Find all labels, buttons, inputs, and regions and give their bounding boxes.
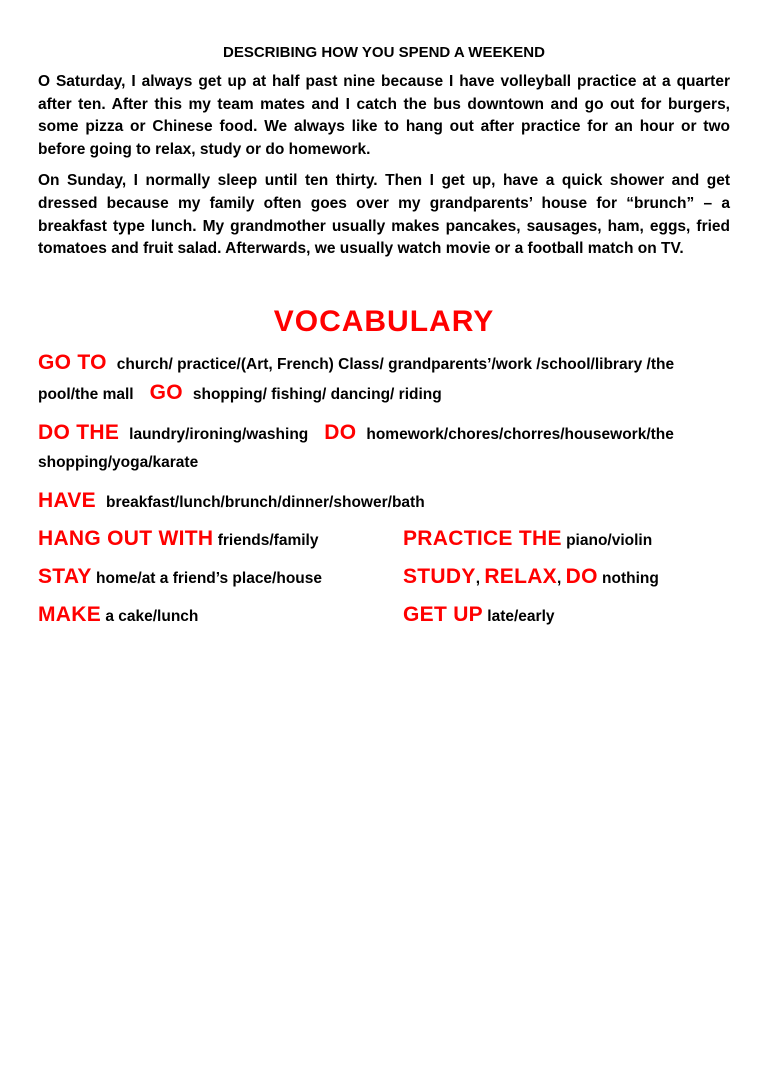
vocab-line bbox=[38, 349, 730, 379]
vocab-key-go-to: GO TO bbox=[38, 350, 107, 374]
vocab-text-nothing: nothing bbox=[602, 569, 659, 587]
vocab-text-practice-the: piano/violin bbox=[566, 531, 653, 549]
vocab-entry-go-to bbox=[38, 349, 730, 409]
paragraph-saturday: O Saturday, I always get up at half past nine because I have volleyball practice at a quarter after ten. After this my team mates and I catch the bus downtown and go out for burgers, some pizza or Chinese food. We always like to hang out after practice for an hour or two before going to relax, study or do homework. bbox=[38, 73, 730, 158]
vocab-key-hang-out-with: HANG OUT WITH bbox=[38, 526, 214, 550]
document-page bbox=[0, 43, 768, 1067]
vocab-row bbox=[38, 563, 730, 593]
vocab-entry-stay bbox=[38, 563, 403, 593]
vocab-entry-study-relax-do bbox=[403, 563, 730, 593]
vocab-key-stay: STAY bbox=[38, 564, 92, 588]
vocab-separator: , bbox=[557, 569, 562, 587]
vocab-line bbox=[38, 525, 403, 555]
vocab-text-go: shopping/ fishing/ dancing/ riding bbox=[192, 385, 442, 403]
vocab-key-do-the: DO THE bbox=[38, 420, 120, 444]
vocab-key-practice-the: PRACTICE THE bbox=[403, 526, 562, 550]
vocab-entry-get-up bbox=[403, 601, 730, 631]
vocab-key-have: HAVE bbox=[38, 488, 96, 512]
vocab-text-have: breakfast/lunch/brunch/dinner/shower/bath bbox=[106, 493, 425, 511]
vocab-key-do: DO bbox=[324, 420, 357, 444]
vocab-line bbox=[38, 487, 730, 517]
vocab-entry-practice-the bbox=[403, 525, 730, 555]
vocab-text-hang-out-with: friends/family bbox=[217, 531, 319, 549]
vocab-text-do-the: laundry/ironing/washing bbox=[129, 425, 309, 443]
document-title: DESCRIBING HOW YOU SPEND A WEEKEND bbox=[223, 44, 545, 61]
vocab-line bbox=[403, 563, 730, 593]
vocab-text-do: homework/chores/chorres/housework/the bbox=[366, 425, 674, 443]
vocab-text-make: a cake/lunch bbox=[105, 607, 199, 625]
vocab-entry-have bbox=[38, 487, 730, 517]
vocab-text-go-to-cont: pool/the mall bbox=[38, 385, 134, 403]
vocabulary-heading: VOCABULARY bbox=[273, 304, 495, 338]
vocab-line bbox=[38, 379, 730, 409]
vocab-key-relax: RELAX bbox=[484, 564, 557, 588]
vocab-text-stay: home/at a friend’s place/house bbox=[96, 569, 323, 587]
vocab-text-go-to: church/ practice/(Art, French) Class/ grandparents’/work /school/library /the bbox=[116, 355, 675, 373]
vocab-entry-do-the bbox=[38, 419, 730, 477]
vocab-text-do-cont: shopping/yoga/karate bbox=[38, 453, 199, 471]
vocab-line bbox=[403, 525, 730, 555]
vocab-row bbox=[38, 601, 730, 631]
vocab-line bbox=[403, 601, 730, 631]
vocab-key-get-up: GET UP bbox=[403, 602, 483, 626]
vocab-line bbox=[38, 601, 403, 631]
vocab-key-study: STUDY bbox=[403, 564, 476, 588]
vocabulary-list bbox=[38, 349, 730, 631]
vocab-line bbox=[38, 563, 403, 593]
vocab-entry-make bbox=[38, 601, 403, 631]
vocab-entry-hang-out-with bbox=[38, 525, 403, 555]
vocab-line bbox=[38, 419, 730, 449]
vocab-key-go: GO bbox=[149, 380, 183, 404]
vocab-key-do-nothing: DO bbox=[565, 564, 598, 588]
vocab-separator: , bbox=[475, 569, 480, 587]
paragraph-sunday: On Sunday, I normally sleep until ten thirty. Then I get up, have a quick shower and get dressed because my family often goes over my grandparents’ house for “brunch” – a breakfast type lunch. My grandmother usually makes pancakes, sausages, ham, eggs, fried tomatoes and fruit salad. Afterwards, we usually watch movie or a football match on TV. bbox=[38, 172, 730, 258]
vocab-key-make: MAKE bbox=[38, 602, 102, 626]
vocab-row bbox=[38, 525, 730, 555]
vocab-text-get-up: late/early bbox=[487, 607, 555, 625]
vocab-line bbox=[38, 449, 730, 477]
